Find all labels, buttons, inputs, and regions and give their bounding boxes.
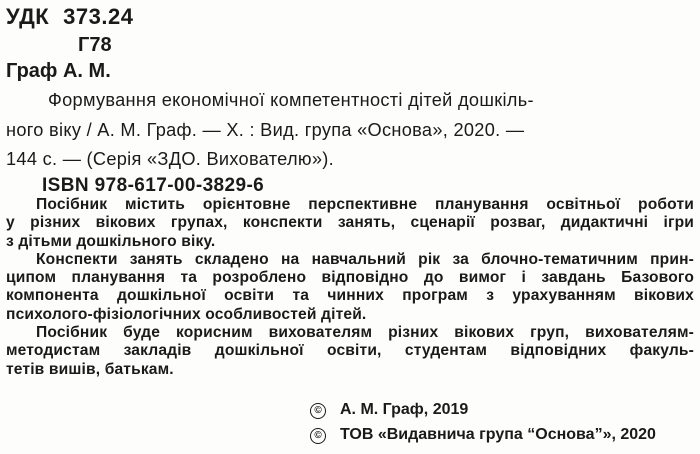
annotation bbox=[6, 196, 694, 379]
annotation-line: Посібник буде корисним вихователям різних вікових груп, вихователям- bbox=[36, 324, 694, 342]
annotation-line: ципом планування та розроблено відповідно до вимог і завдань Базового bbox=[6, 269, 694, 287]
udk-code: 373.24 bbox=[63, 4, 134, 29]
annotation-line: Посібник містить орієнтовне перспективне планування освітньої роботи bbox=[36, 196, 694, 213]
annotation-line: у різних вікових групах, конспекти занять, сценарії розваг, дидактичні ігри bbox=[6, 214, 694, 232]
bibliographic-line: Формування економічної компетентності дітей дошкіль- bbox=[48, 90, 534, 110]
bibliographic-line: 144 с. — (Серія «ЗДО. Вихователю»). bbox=[6, 149, 334, 169]
annotation-line: компонента дошкільної освіти та чинних програм з урахуванням вікових bbox=[6, 287, 694, 305]
annotation-line: психолого-фізіологічних особливостей дітей. bbox=[6, 305, 367, 323]
udk-label: УДК bbox=[6, 4, 50, 29]
annotation-line: з дітьми дошкільного віку. bbox=[6, 232, 216, 250]
copyright-symbol: © bbox=[310, 428, 326, 444]
annotation-paragraph bbox=[6, 324, 694, 379]
annotation-line: методистам закладів дошкільної освіти, студентам відповідних факуль- bbox=[6, 342, 694, 360]
copyright-text: ТОВ «Видавнича група “Основа”», 2020 bbox=[340, 426, 656, 443]
bibliographic-record bbox=[6, 86, 692, 175]
copyright-symbol: © bbox=[310, 403, 326, 419]
annotation-line: Конспекти занять складено на навчальний рік за блочно-тематичним прин- bbox=[36, 250, 694, 268]
copyright-publisher bbox=[310, 425, 656, 445]
annotation-paragraph bbox=[6, 251, 694, 324]
annotation-paragraph bbox=[6, 196, 694, 251]
annotation-line: тетів вишів, батькам. bbox=[6, 360, 174, 378]
bibliographic-line: ного віку / А. М. Граф. — Х. : Вид. група «Основа», 2020. — bbox=[6, 119, 525, 140]
isbn-number: ISBN 978-617-00-3829-6 bbox=[42, 175, 265, 196]
author-mark: Г78 bbox=[78, 34, 112, 56]
author-heading: Граф А. М. bbox=[6, 60, 111, 82]
udk-classification bbox=[6, 4, 133, 30]
copyright-text: А. М. Граф, 2019 bbox=[340, 401, 469, 418]
copyright-author bbox=[310, 400, 468, 420]
